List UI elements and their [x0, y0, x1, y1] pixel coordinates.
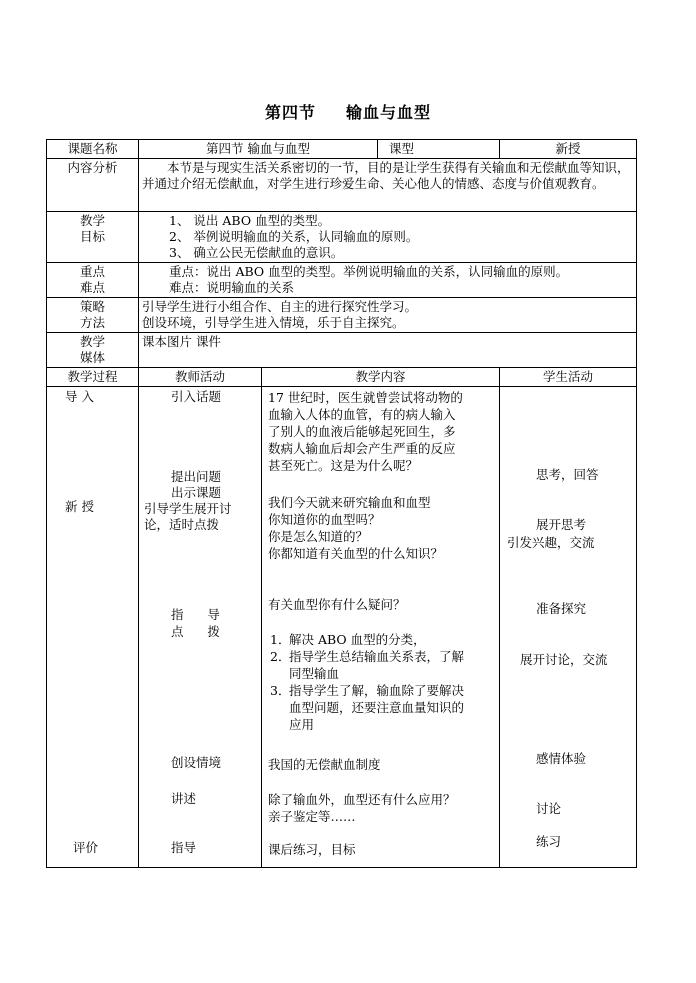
list-item: 1． 解决 ABO 血型的分类， — [270, 632, 426, 647]
content-doubt-question: 有关血型你有什么疑问？ — [268, 597, 406, 612]
student-activity: 练习 — [536, 834, 562, 849]
goal-item: 2、 举例说明输血的关系，认同输血的原则。 — [169, 229, 419, 244]
process-col-student: 学生活动 — [500, 368, 637, 387]
process-col-content: 教学内容 — [262, 368, 500, 387]
goal-item: 3、 确立公民无偿献血的意识。 — [169, 245, 344, 260]
teacher-activity: 引导学生展开讨 — [144, 501, 232, 516]
key-points-text: 重点：说出 ABO 血型的类型。举例说明输血的关系，认同输血的原则。 难点：说明输血的关系 — [139, 263, 637, 298]
lesson-plan-table — [46, 139, 637, 868]
content-questions: 我们今天就来研究输血和血型 你知道你的血型吗？ 你是怎么知道的？ 你都知道有关血型的什么知识？ — [268, 495, 444, 561]
key-points-row — [47, 263, 637, 298]
list-item: 2． 指导学生总结输血关系表，了解 同型输血 — [270, 649, 465, 681]
student-activity: 感情体验 — [536, 751, 587, 766]
student-column — [500, 387, 637, 868]
content-donation-system: 我国的无偿献血制度 — [268, 757, 381, 772]
teacher-activity: 点 拨 — [171, 624, 220, 639]
strategy-row — [47, 298, 637, 333]
list-item: 3． 指导学生了解，输血除了要解决 血型问题，还要注意血量知识的 应用 — [270, 683, 465, 732]
stage-column — [47, 387, 139, 868]
goals-list — [139, 212, 637, 263]
teacher-activity: 指 导 — [171, 607, 220, 622]
goals-row — [47, 212, 637, 263]
content-analysis-text: 本节是与现实生活关系密切的一节，目的是让学生获得有关输血和无偿献血等知识，并通过介绍无偿献血，对学生进行珍爱生命、关心他人的情感、态度与价值观教育。 — [139, 159, 637, 212]
topic-value: 第四节 输血与血型 — [139, 140, 378, 159]
process-header-row — [47, 368, 637, 387]
process-col-stage: 教学过程 — [47, 368, 139, 387]
student-activity: 思考，回答 — [536, 467, 599, 482]
page-title — [0, 100, 696, 123]
key-points-label: 重点 难点 — [47, 263, 139, 298]
strategy-text: 引导学生进行小组合作、自主的进行探究性学习。 创设环境，引导学生进入情境，乐于自主探究。 — [139, 298, 637, 333]
title-section: 第四节 — [264, 103, 316, 122]
content-intro-paragraph: 17 世纪时，医生就曾尝试将动物的 血输入人体的血管，有的病人输入 了别人的血液后能够起死回生，多 数病人输血后却会产生严重的反应 甚至死亡。这是为什么呢？ — [268, 390, 463, 473]
student-activity: 引发兴趣，交流 — [507, 535, 595, 550]
media-row — [47, 333, 637, 368]
content-column — [262, 387, 500, 868]
teacher-activity: 论，适时点拨 — [144, 517, 220, 532]
teacher-activity: 提出问题 — [171, 469, 222, 484]
teacher-activity: 引入话题 — [171, 389, 222, 404]
process-body-row — [47, 387, 637, 868]
teacher-column — [139, 387, 262, 868]
student-activity: 展开讨论，交流 — [520, 652, 608, 667]
content-steps-list — [266, 631, 490, 733]
student-activity: 准备探究 — [536, 601, 587, 616]
title-topic: 输血与血型 — [346, 103, 432, 122]
process-col-teacher: 教师活动 — [139, 368, 262, 387]
topic-label: 课题名称 — [47, 140, 139, 159]
teacher-activity: 出示课题 — [171, 485, 222, 500]
goals-label: 教学 目标 — [47, 212, 139, 263]
media-label: 教学 媒体 — [47, 333, 139, 368]
media-value: 课本图片 课件 — [139, 333, 637, 368]
stage-intro: 导 入 — [65, 389, 94, 404]
student-activity: 讨论 — [536, 801, 562, 816]
teacher-activity: 讲述 — [171, 791, 197, 806]
stage-eval: 评价 — [73, 840, 99, 855]
stage-new: 新 授 — [65, 499, 94, 514]
header-row — [47, 140, 637, 159]
content-homework: 课后练习，目标 — [268, 842, 356, 857]
content-analysis-label: 内容分析 — [47, 159, 139, 212]
type-value: 新授 — [500, 140, 637, 159]
goal-item: 1、 说出 ABO 血型的类型。 — [169, 213, 331, 228]
teacher-activity: 指导 — [171, 840, 197, 855]
student-activity: 展开思考 — [536, 517, 587, 532]
content-analysis-row — [47, 159, 637, 212]
teacher-activity: 创设情境 — [171, 755, 222, 770]
content-other-uses: 除了输血外，血型还有什么应用？ 亲子鉴定等…… — [268, 792, 456, 824]
type-label: 课型 — [378, 140, 500, 159]
strategy-label: 策略 方法 — [47, 298, 139, 333]
